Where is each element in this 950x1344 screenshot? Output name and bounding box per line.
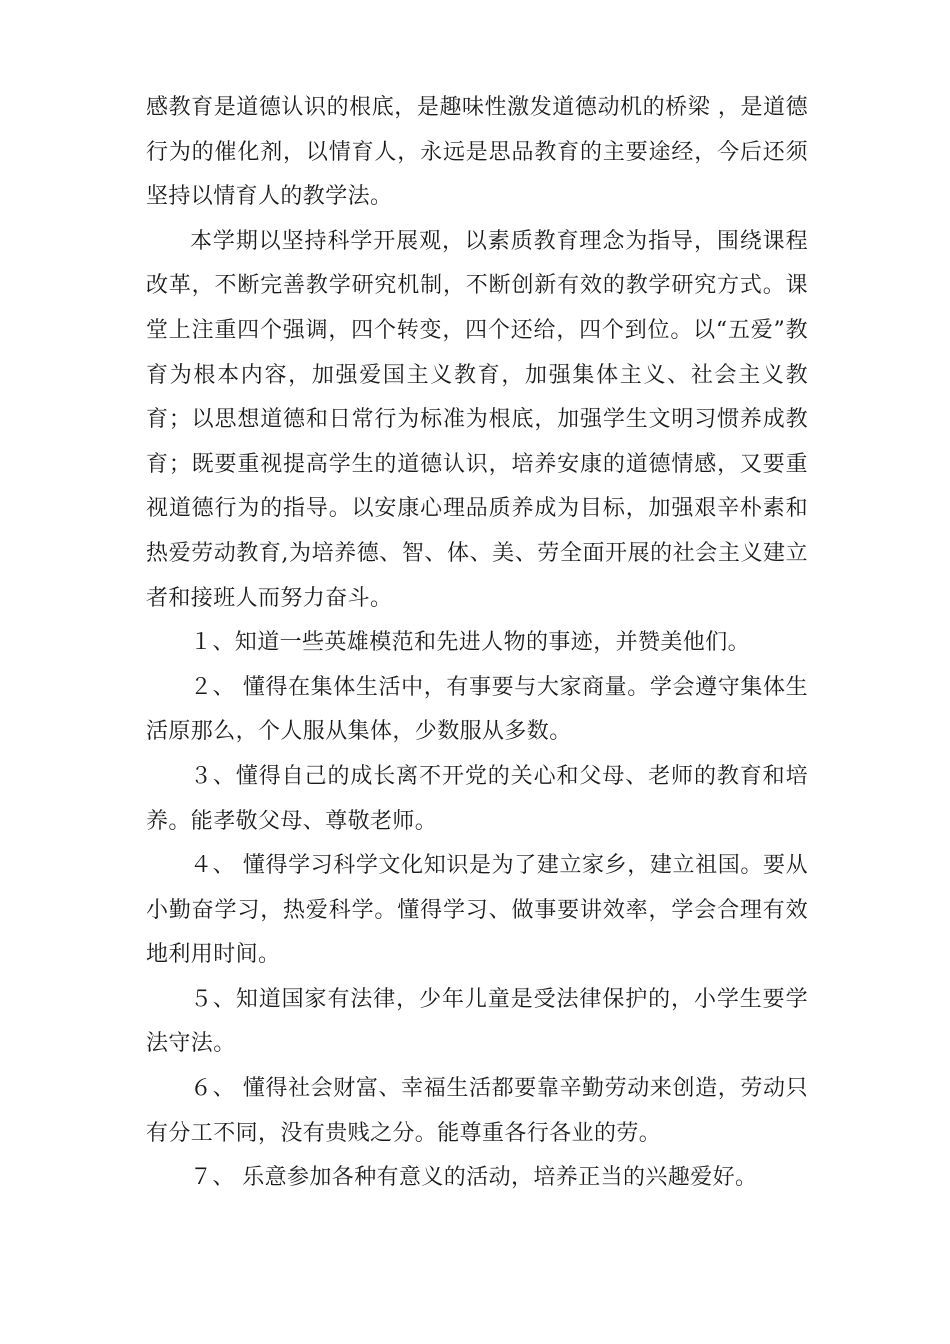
list-item-3: ３、懂得自己的成长离不开党的关心和父母、老师的教育和培养。能孝敬父母、尊敬老师。 [146, 763, 808, 834]
list-item-6: ６、 懂得社会财富、幸福生活都要靠辛勤劳动来创造，劳动只有分工不同，没有贵贱之分。能尊重各行各业的劳。 [146, 1076, 808, 1146]
paragraph-2: 本学期以坚持科学开展观，以素质教育理念为指导，围绕课程改革，不断完善教学研究机制，不断创新有效的教学研究方式。课堂上注重四个强调，四个转变，四个还给，四个到位。以“五爱”教育为根本内容，加强爱国主义教育，加强集体主义、社会主义教育；以思想道德和日常行为标准为根底，加强学生文明习惯养成教育；既要重视提高学生的道德认识，培养安康的道德情感，又要重视道德行为的指导。以安康心理品质养成为目标，加强艰辛朴素和热爱劳动教育,为培养德、智、体、美、劳全面开展的社会主义建立者和接班人而努力奋斗。 [146, 228, 808, 611]
document-body [146, 86, 808, 1201]
list-item-1: １、知道一些英雄模范和先进人物的事迹，并赞美他们。 [190, 630, 751, 656]
paragraph-1: 感教育是道德认识的根底，是趣味性激发道德动机的桥梁 ，是道德行为的催化剂，以情育人，永远是思品教育的主要途经，今后还须坚持以情育人的教学法。 [146, 95, 808, 210]
list-item-5: ５、知道国家有法律，少年儿童是受法律保护的，小学生要学法守法。 [146, 986, 808, 1057]
list-item-2: ２、 懂得在集体生活中，有事要与大家商量。学会遵守集体生活原那么，个人服从集体，少数服从多数。 [146, 674, 808, 745]
list-item-7: ７、 乐意参加各种有意义的活动，培养正当的兴趣爱好。 [190, 1165, 758, 1191]
list-item-4: ４、 懂得学习科学文化知识是为了建立家乡，建立祖国。要从小勤奋学习，热爱科学。懂得学习、做事要讲效率，学会合理有效地利用时间。 [146, 853, 808, 968]
